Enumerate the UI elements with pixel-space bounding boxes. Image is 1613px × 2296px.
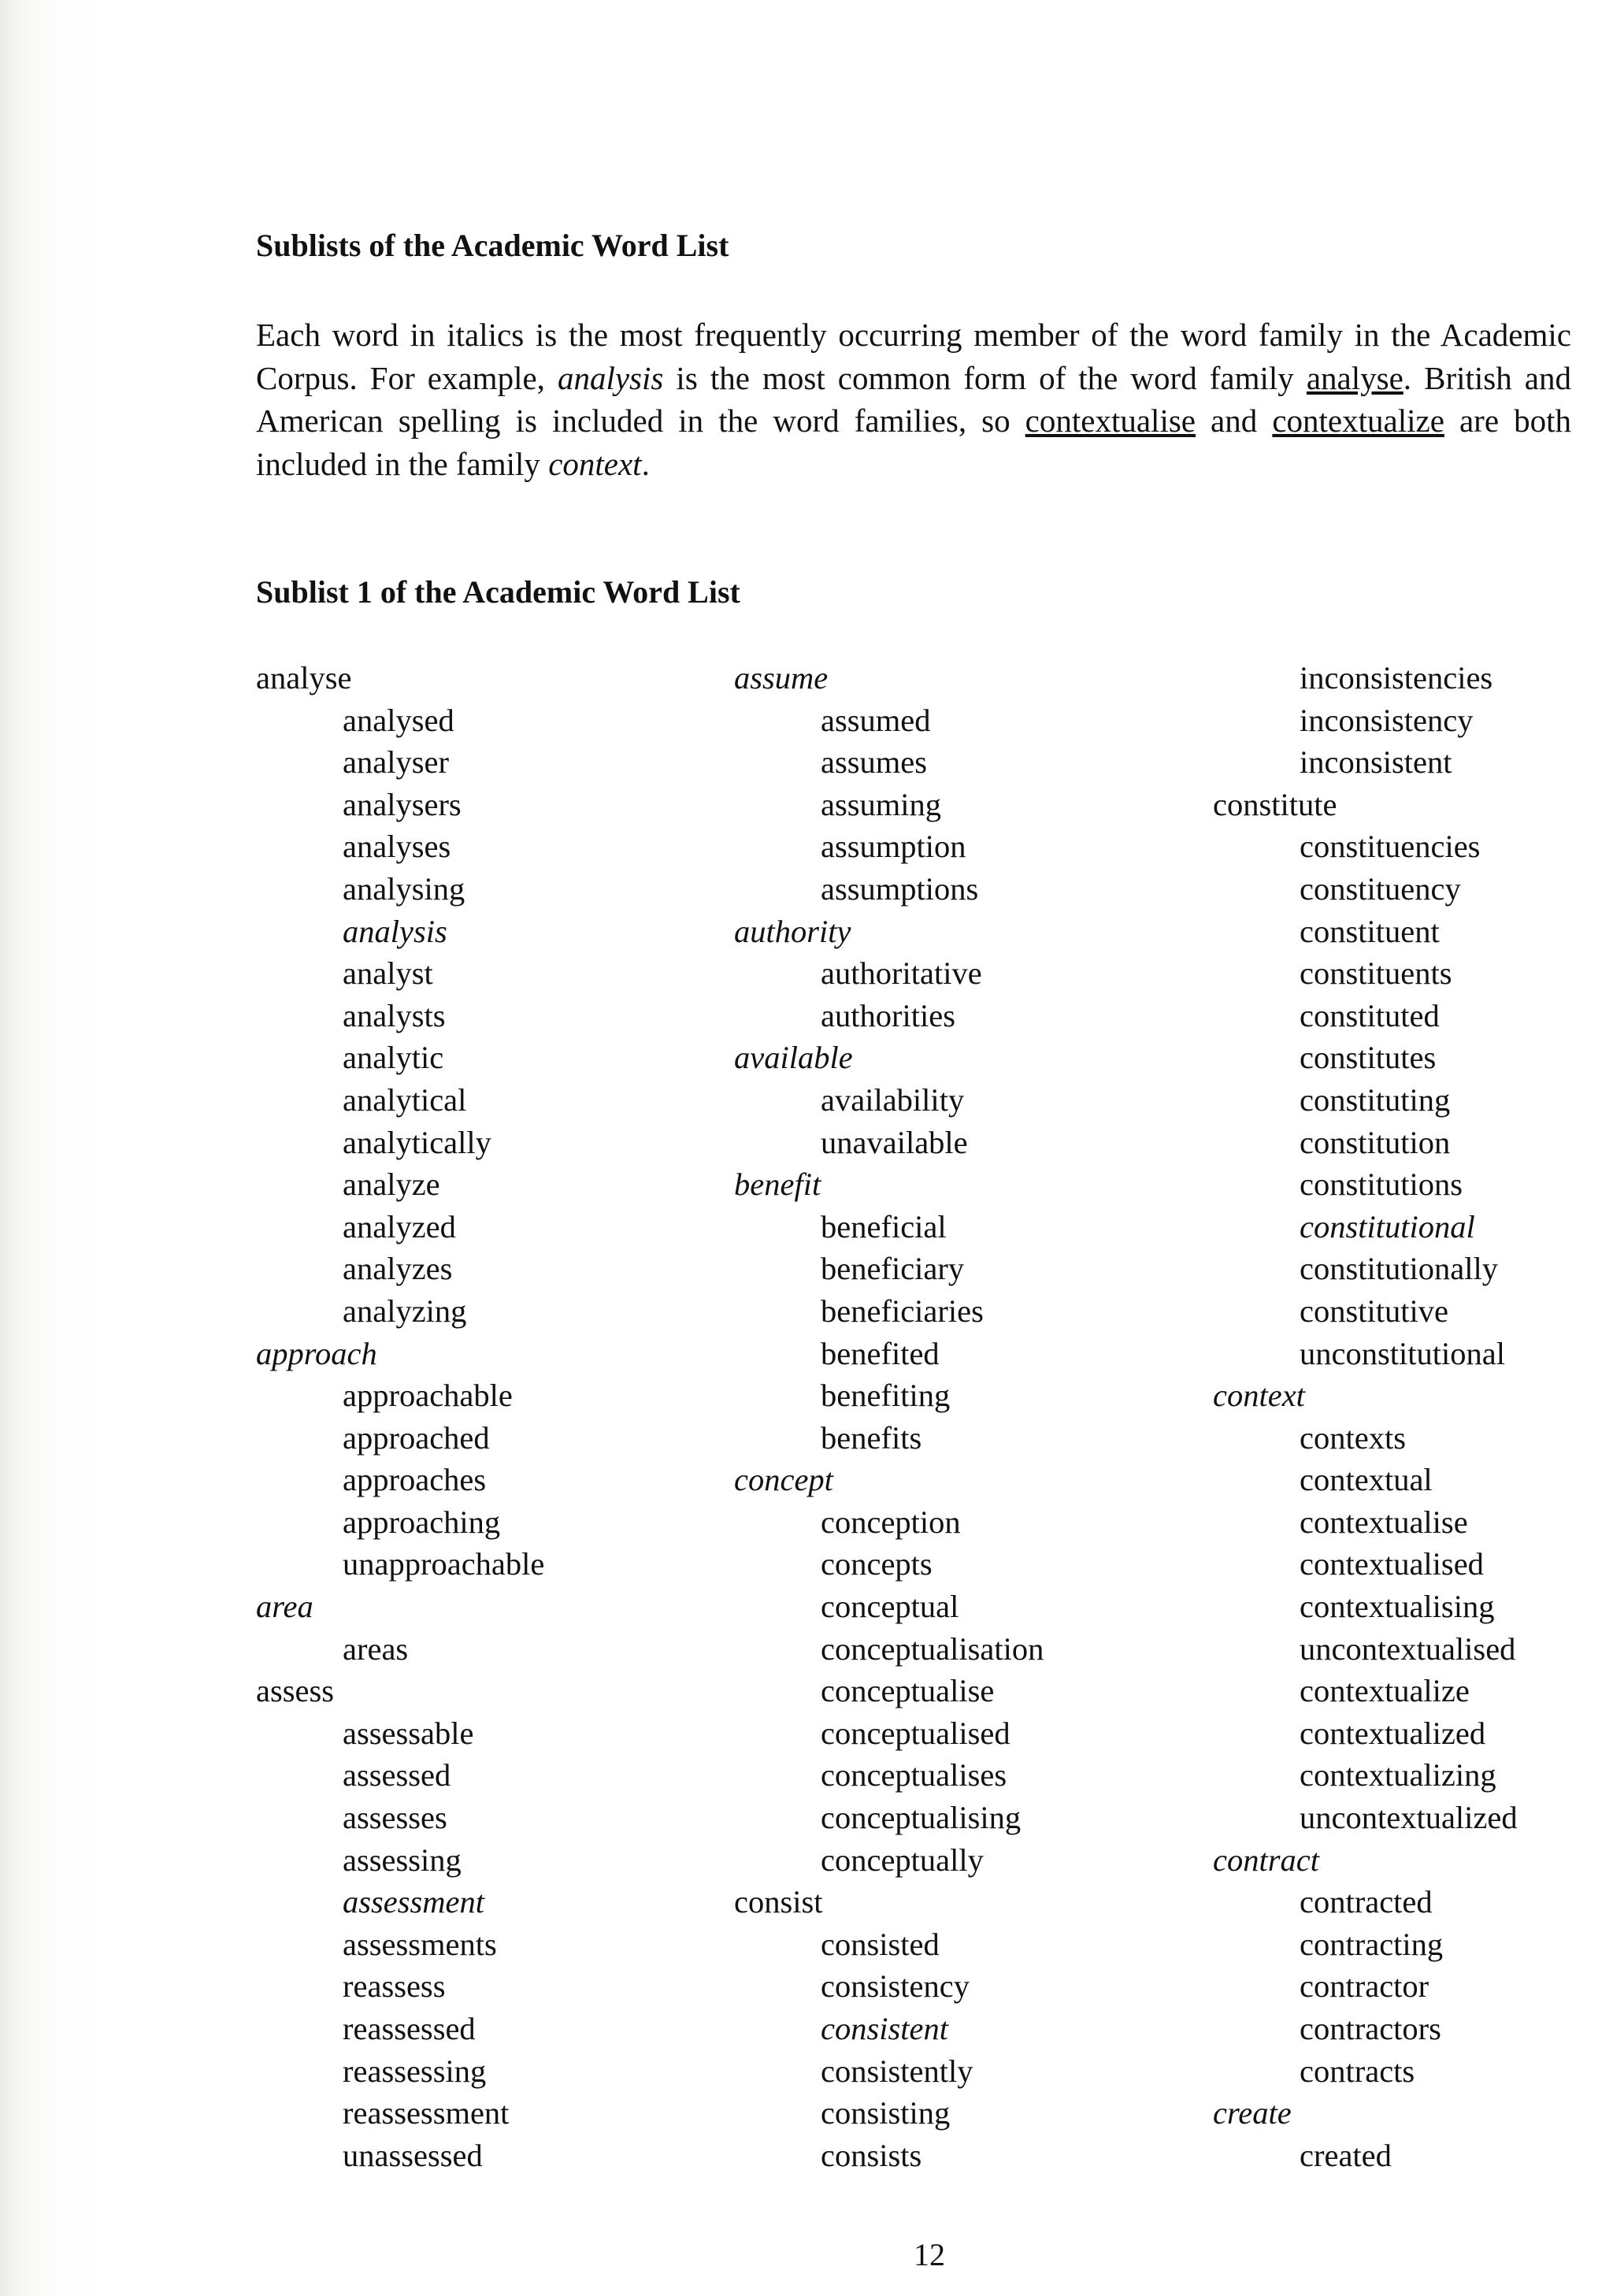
intro-underlined-word: contextualize bbox=[1272, 402, 1444, 439]
word-family-member: created bbox=[1300, 2137, 1392, 2173]
word-family-member: reassessment bbox=[343, 2095, 510, 2131]
word-family-headword: benefit bbox=[734, 1167, 821, 1203]
word-family-member: availability bbox=[821, 1081, 965, 1118]
word-family-member: assessment bbox=[343, 1884, 484, 1920]
word-family-member: assessments bbox=[343, 1926, 497, 1962]
word-family-member: reassessed bbox=[343, 2011, 476, 2046]
word-family-member: conceptually bbox=[821, 1842, 984, 1878]
word-family-member: constituency bbox=[1300, 870, 1461, 907]
word-family-member: approached bbox=[343, 1419, 490, 1456]
word-family-member: analysis bbox=[343, 913, 447, 949]
word-family-member: analyzes bbox=[343, 1251, 453, 1287]
word-family-member: approaching bbox=[343, 1504, 501, 1540]
word-family-member: assessed bbox=[343, 1757, 451, 1793]
intro-text: are both included in the family bbox=[256, 402, 1571, 482]
word-family-member: inconsistent bbox=[1300, 744, 1452, 781]
intro-text: . bbox=[641, 445, 650, 482]
word-family-member: consisted bbox=[821, 1926, 940, 1962]
word-family-member: beneficial bbox=[821, 1208, 947, 1244]
word-family-member: benefits bbox=[821, 1419, 922, 1456]
word-family-member: assumptions bbox=[821, 870, 979, 907]
word-family-member: contractors bbox=[1300, 2011, 1441, 2046]
word-family-member: unconstitutional bbox=[1300, 1335, 1505, 1371]
intro-text: is the most common form of the word family bbox=[663, 359, 1307, 396]
word-family-member: approaches bbox=[343, 1462, 487, 1498]
page-number: 12 bbox=[914, 2237, 945, 2272]
word-family-member: contracting bbox=[1300, 1926, 1444, 1962]
intro-underlined-word: analyse bbox=[1306, 359, 1403, 396]
word-family-member: analysed bbox=[343, 702, 454, 738]
intro-italic-word: context bbox=[548, 445, 642, 482]
intro-paragraph bbox=[256, 313, 1571, 485]
word-family-member: unassessed bbox=[343, 2137, 483, 2173]
word-family-member: analysts bbox=[343, 997, 446, 1033]
word-family-member: contracts bbox=[1300, 2053, 1415, 2089]
word-family-member: contexts bbox=[1300, 1419, 1406, 1456]
word-family-member: conceptualises bbox=[821, 1757, 1007, 1793]
word-family-member: assumes bbox=[821, 744, 927, 781]
word-family-member: authorities bbox=[821, 997, 955, 1033]
word-family-member: constitutions bbox=[1300, 1167, 1463, 1203]
page-title: Sublists of the Academic Word List bbox=[256, 228, 729, 263]
word-family-member: analyst bbox=[343, 955, 433, 992]
word-family-member: contextual bbox=[1300, 1462, 1433, 1498]
word-family-headword: consist bbox=[734, 1884, 823, 1920]
word-family-member: analyses bbox=[343, 829, 451, 865]
word-family-member: consistently bbox=[821, 2053, 973, 2089]
word-family-member: benefiting bbox=[821, 1378, 951, 1414]
word-family-member: constituents bbox=[1300, 955, 1452, 992]
word-family-headword: area bbox=[256, 1589, 313, 1625]
word-family-headword: create bbox=[1213, 2095, 1292, 2131]
word-family-member: uncontextualised bbox=[1300, 1630, 1516, 1667]
word-family-member: reassessing bbox=[343, 2053, 487, 2089]
word-family-member: analytic bbox=[343, 1040, 444, 1076]
word-family-member: analyzing bbox=[343, 1293, 467, 1329]
word-family-headword: context bbox=[1213, 1378, 1305, 1414]
intro-underlined-word: contextualise bbox=[1025, 402, 1196, 439]
word-family-member: contracted bbox=[1300, 1884, 1433, 1920]
word-family-member: constitutionally bbox=[1300, 1251, 1498, 1287]
word-family-member: consistent bbox=[821, 2011, 948, 2046]
word-family-member: assumption bbox=[821, 829, 966, 865]
word-family-member: contextualize bbox=[1300, 1673, 1470, 1709]
word-family-member: benefited bbox=[821, 1335, 940, 1371]
word-family-member: assuming bbox=[821, 786, 942, 822]
word-column-3 bbox=[1213, 657, 1613, 2176]
word-family-member: analytical bbox=[343, 1081, 467, 1118]
word-family-member: consists bbox=[821, 2137, 922, 2173]
word-family-member: areas bbox=[343, 1630, 409, 1667]
word-family-member: approachable bbox=[343, 1378, 513, 1414]
word-family-member: analysing bbox=[343, 870, 465, 907]
word-family-member: analyzed bbox=[343, 1208, 456, 1244]
word-family-member: assessing bbox=[343, 1842, 462, 1878]
word-family-member: contextualised bbox=[1300, 1546, 1484, 1582]
word-family-member: inconsistencies bbox=[1300, 660, 1493, 695]
word-family-member: assumed bbox=[821, 702, 931, 738]
word-family-member: inconsistency bbox=[1300, 702, 1474, 738]
word-family-member: conceptualising bbox=[821, 1800, 1022, 1836]
word-family-member: conceptualise bbox=[821, 1673, 995, 1709]
word-family-member: consisting bbox=[821, 2095, 951, 2131]
word-family-member: analyser bbox=[343, 744, 449, 781]
word-family-headword: available bbox=[734, 1040, 853, 1076]
word-family-member: unapproachable bbox=[343, 1546, 545, 1582]
word-family-member: beneficiary bbox=[821, 1251, 965, 1287]
word-family-member: authoritative bbox=[821, 955, 982, 992]
word-family-member: concepts bbox=[821, 1546, 933, 1582]
word-family-member: reassess bbox=[343, 1968, 446, 2005]
word-family-headword: concept bbox=[734, 1462, 833, 1498]
word-family-member: conception bbox=[821, 1504, 961, 1540]
word-family-member: constituent bbox=[1300, 913, 1440, 949]
word-family-member: contextualizing bbox=[1300, 1757, 1496, 1793]
word-family-member: conceptual bbox=[821, 1589, 959, 1625]
word-family-member: consistency bbox=[821, 1968, 970, 2005]
intro-text: and bbox=[1195, 402, 1273, 439]
word-family-member: conceptualised bbox=[821, 1715, 1010, 1751]
word-family-member: constituted bbox=[1300, 997, 1440, 1033]
word-family-member: assessable bbox=[343, 1715, 474, 1751]
word-family-headword: analyse bbox=[256, 660, 352, 695]
word-family-member: contextualise bbox=[1300, 1504, 1468, 1540]
word-family-member: conceptualisation bbox=[821, 1630, 1044, 1667]
word-family-member: constitutional bbox=[1300, 1208, 1475, 1244]
word-family-member: contractor bbox=[1300, 1968, 1429, 2005]
word-family-headword: authority bbox=[734, 913, 851, 949]
word-family-headword: contract bbox=[1213, 1842, 1319, 1878]
intro-text: . British and American spelling is included in the word families, so bbox=[256, 359, 1571, 439]
word-family-member: unavailable bbox=[821, 1124, 968, 1160]
word-family-member: contextualising bbox=[1300, 1589, 1495, 1625]
word-family-headword: assess bbox=[256, 1673, 334, 1709]
word-column-1 bbox=[256, 657, 697, 2176]
word-family-member: analysers bbox=[343, 786, 462, 822]
word-family-member: constituencies bbox=[1300, 829, 1481, 865]
word-column-2 bbox=[734, 657, 1175, 2176]
word-family-member: analyze bbox=[343, 1167, 440, 1203]
word-family-headword: assume bbox=[734, 660, 829, 695]
word-family-member: constitution bbox=[1300, 1124, 1451, 1160]
word-family-member: constitutive bbox=[1300, 1293, 1448, 1329]
sublist-title: Sublist 1 of the Academic Word List bbox=[256, 574, 740, 610]
word-family-member: beneficiaries bbox=[821, 1293, 984, 1329]
word-family-headword: approach bbox=[256, 1335, 377, 1371]
word-family-member: uncontextualized bbox=[1300, 1800, 1518, 1836]
intro-text: Each word in italics is the most frequently occurring member of the word family in the Academic Corpus. For example, bbox=[256, 317, 1571, 396]
word-family-member: contextualized bbox=[1300, 1715, 1486, 1751]
word-family-member: analytically bbox=[343, 1124, 491, 1160]
word-family-member: assesses bbox=[343, 1800, 447, 1836]
word-family-member: constitutes bbox=[1300, 1040, 1437, 1076]
intro-italic-word: analysis bbox=[557, 359, 664, 396]
word-family-member: constituting bbox=[1300, 1081, 1451, 1118]
word-family-headword: constitute bbox=[1213, 786, 1337, 822]
